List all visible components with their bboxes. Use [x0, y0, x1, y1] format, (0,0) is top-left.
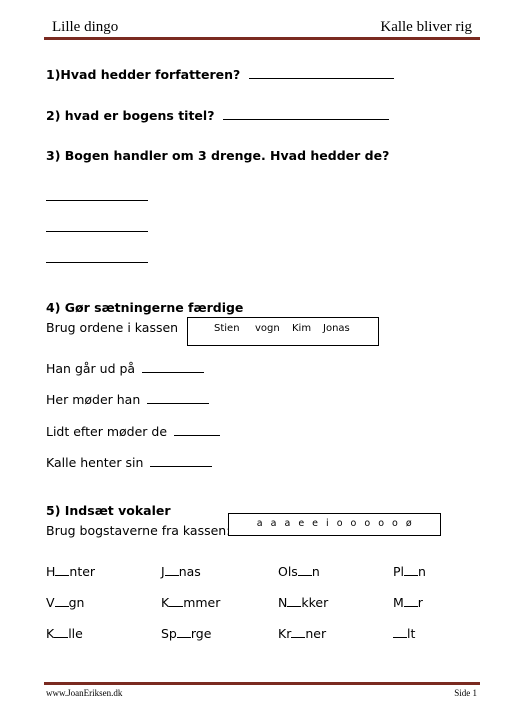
vowel-blank[interactable]	[404, 564, 418, 576]
question-4-instruction: Brug ordene i kassen	[46, 320, 179, 335]
sentence-1-blank[interactable]	[142, 360, 204, 373]
sentence-2-text: Her møder han	[46, 392, 141, 407]
footer-website: www.JoanEriksen.dk	[46, 688, 123, 698]
vowel-word-2: J nas	[161, 564, 201, 579]
vowel-blank[interactable]	[55, 595, 69, 607]
question-5-title: 5) Indsæt vokaler	[46, 503, 171, 518]
footer-rule	[44, 682, 480, 685]
answer-line-3c[interactable]	[46, 262, 148, 263]
vowel-word-3: Ols n	[278, 564, 320, 579]
vowel-blank[interactable]	[287, 595, 301, 607]
vowel-word-6: K mmer	[161, 595, 221, 610]
box-letters: a a a e e i o o o o o ø	[256, 518, 413, 529]
answer-line-2[interactable]	[223, 107, 389, 120]
question-1-text: 1)Hvad hedder forfatteren?	[46, 67, 241, 82]
question-4-title: 4) Gør sætningerne færdige	[46, 300, 244, 315]
vowel-blank[interactable]	[177, 626, 191, 638]
sentence-4-text: Kalle henter sin	[46, 455, 144, 470]
question-3: 3) Bogen handler om 3 drenge. Hvad hedder de?	[46, 148, 390, 163]
vowel-blank[interactable]	[165, 564, 179, 576]
header-chapter-title: Kalle bliver rig	[380, 19, 472, 35]
sentence-3-text: Lidt efter møder de	[46, 424, 168, 439]
vowel-blank[interactable]	[54, 626, 68, 638]
header-rule	[44, 37, 480, 40]
answer-line-3a[interactable]	[46, 200, 148, 201]
box-word-2: vogn	[255, 323, 280, 334]
question-5-instruction: Brug bogstaverne fra kassen:	[46, 523, 231, 538]
word-box	[187, 317, 379, 346]
vowel-word-9: K lle	[46, 626, 83, 641]
box-word-3: Kim	[292, 323, 312, 334]
vowel-word-11: Kr ner	[278, 626, 327, 641]
box-word-4: Jonas	[323, 323, 350, 334]
vowel-blank[interactable]	[291, 626, 305, 638]
sentence-4-blank[interactable]	[150, 454, 212, 467]
vowel-blank[interactable]	[393, 626, 407, 638]
sentence-1	[46, 360, 204, 376]
vowel-word-5: V gn	[46, 595, 85, 610]
box-word-1: Stien	[214, 323, 240, 334]
vowel-blank[interactable]	[404, 595, 418, 607]
answer-line-1[interactable]	[249, 66, 394, 79]
vowel-blank[interactable]	[55, 564, 69, 576]
sentence-4	[46, 454, 212, 470]
vowel-word-1: H nter	[46, 564, 96, 579]
vowel-word-12: lt	[393, 626, 415, 641]
sentence-3	[46, 423, 220, 439]
footer-page-number: Side 1	[454, 688, 477, 698]
sentence-3-blank[interactable]	[174, 423, 220, 436]
vowel-blank[interactable]	[298, 564, 312, 576]
header-book-title: Lille dingo	[52, 19, 119, 35]
vowel-word-7: N kker	[278, 595, 329, 610]
answer-line-3b[interactable]	[46, 231, 148, 232]
sentence-2-blank[interactable]	[147, 391, 209, 404]
letter-box	[228, 513, 441, 536]
vowel-word-10: Sp rge	[161, 626, 212, 641]
sentence-2	[46, 391, 209, 407]
vowel-word-8: M r	[393, 595, 423, 610]
question-2-text: 2) hvad er bogens titel?	[46, 108, 215, 123]
vowel-blank[interactable]	[169, 595, 183, 607]
question-1	[46, 66, 394, 82]
question-2	[46, 107, 389, 123]
vowel-word-4: Pl n	[393, 564, 426, 579]
sentence-1-text: Han går ud på	[46, 361, 136, 376]
